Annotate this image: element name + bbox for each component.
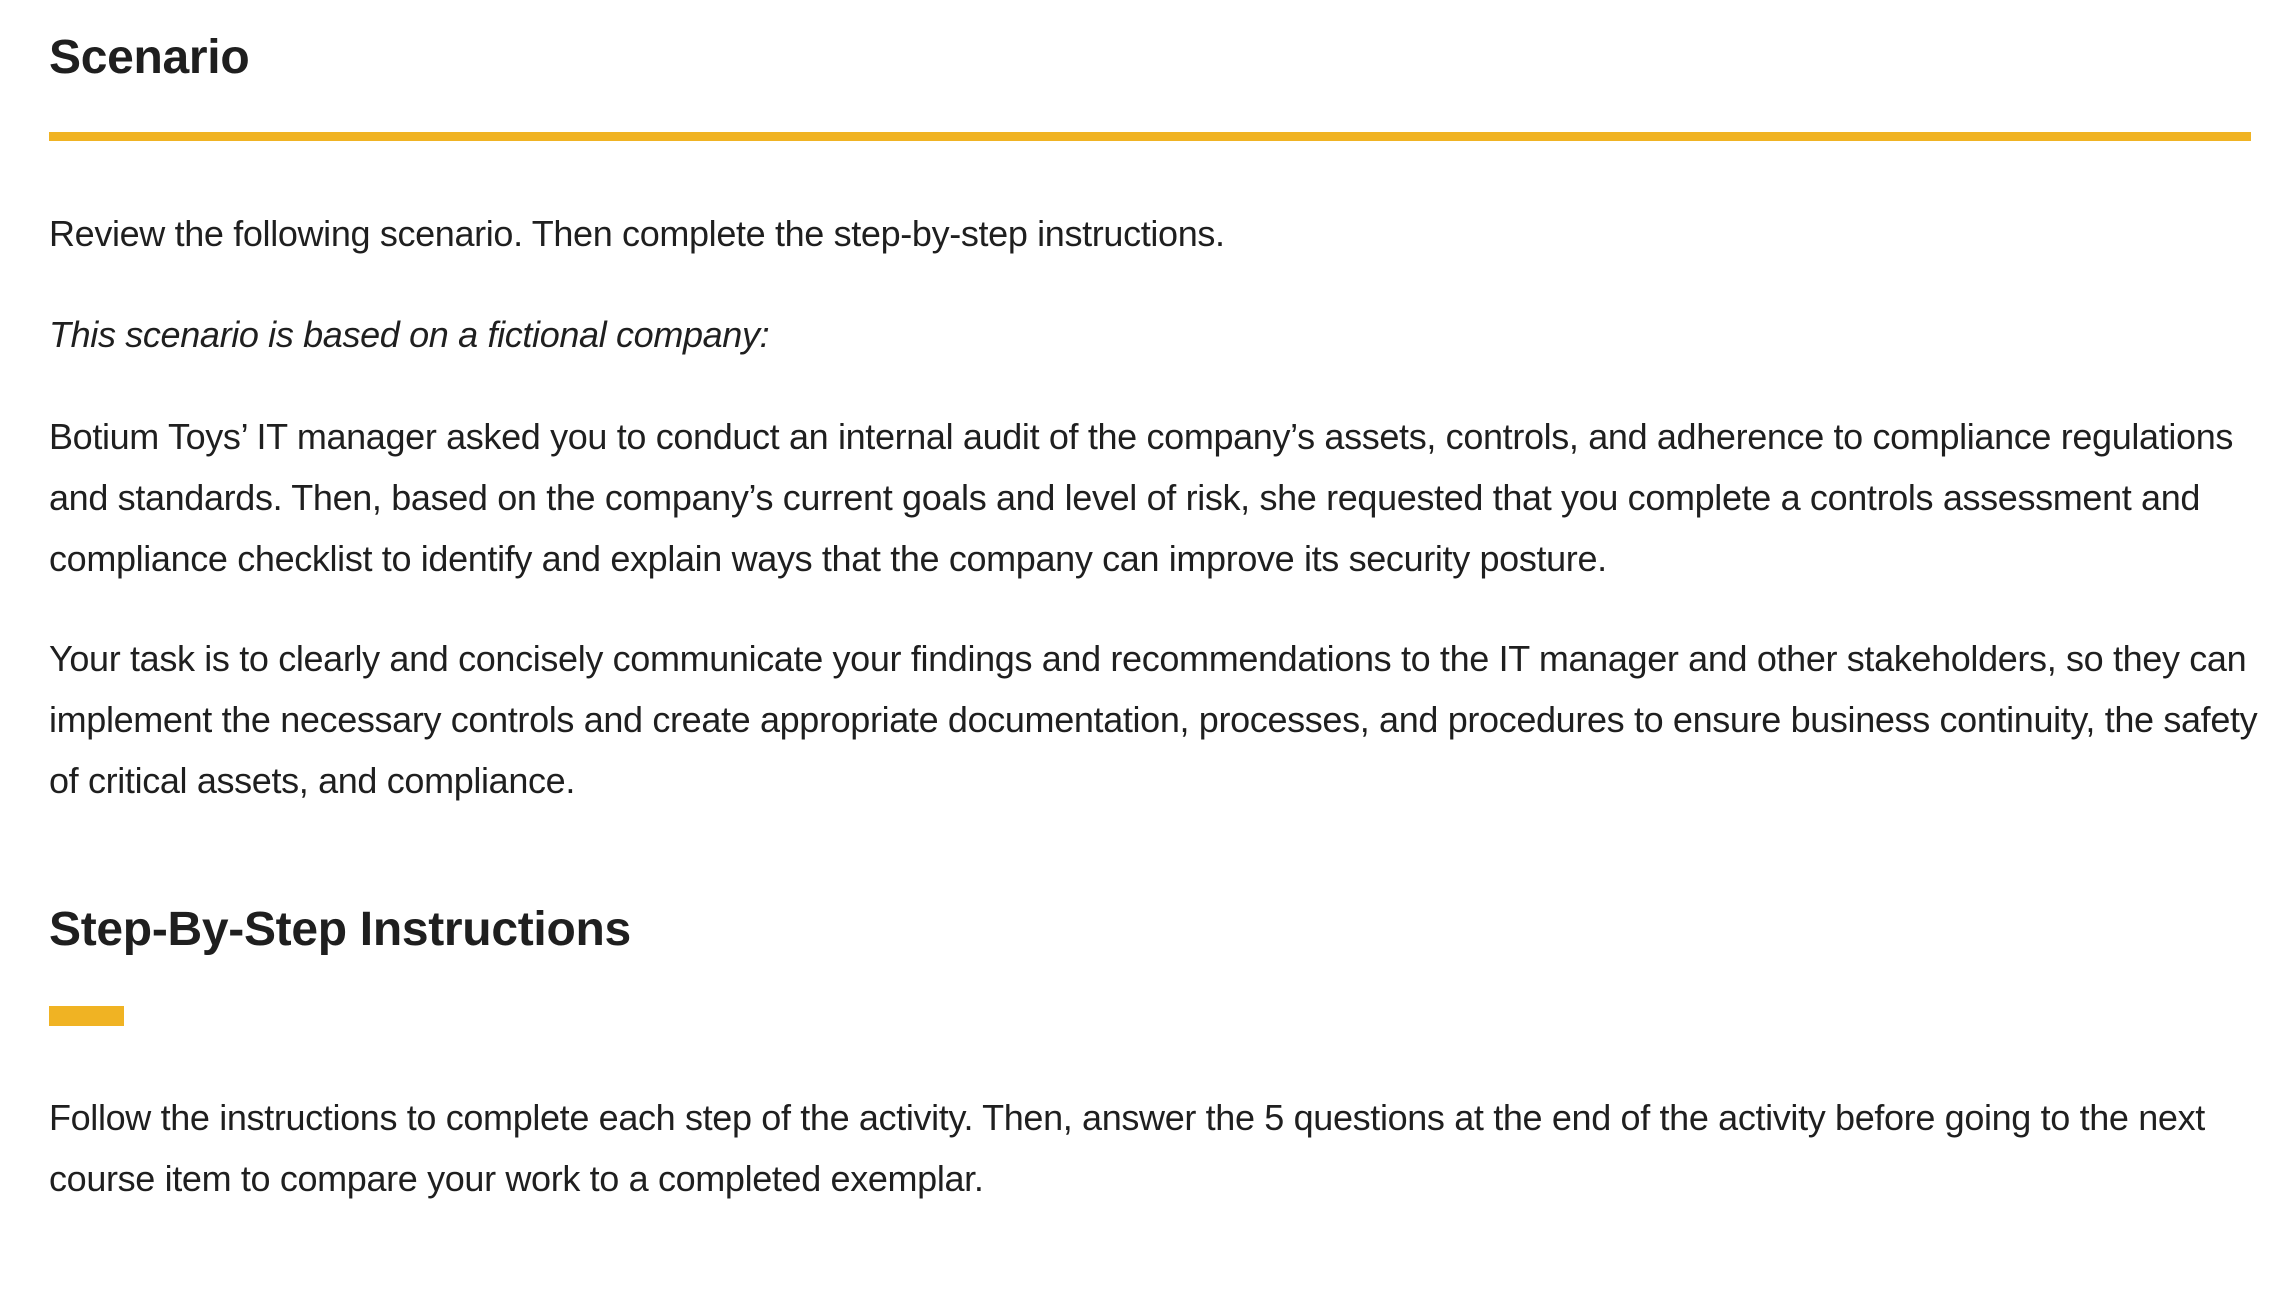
task-paragraph: Your task is to clearly and concisely communicate your findings and recommendations to the IT manager and other stakeholders, so they can implement the necessary controls and create appropriate documentation, processes, and procedures to ensure business continuity, the safety of critical assets, and compliance.: [49, 638, 2258, 801]
intro-paragraph: Review the following scenario. Then complete the step-by-step instructions.: [49, 213, 1225, 254]
section-title-scenario: Scenario: [49, 31, 250, 84]
audit-paragraph: Botium Toys’ IT manager asked you to conduct an internal audit of the company’s assets, controls, and adherence to compliance regulations and standards. Then, based on the company’s current goals and level of risk, she requested that you complete a controls assessment and compliance checklist to identify and explain ways that the company can improve its security posture.: [49, 416, 2234, 579]
follow-instructions-paragraph: Follow the instructions to complete each step of the activity. Then, answer the 5 questions at the end of the activity before going to the next course item to compare your work to a completed exemplar.: [49, 1097, 2205, 1199]
section-title-instructions: Step-By-Step Instructions: [49, 903, 631, 956]
section-accent-bar: [49, 1006, 124, 1026]
fictional-company-note: This scenario is based on a fictional company:: [49, 314, 770, 355]
section-divider: [49, 132, 2251, 141]
